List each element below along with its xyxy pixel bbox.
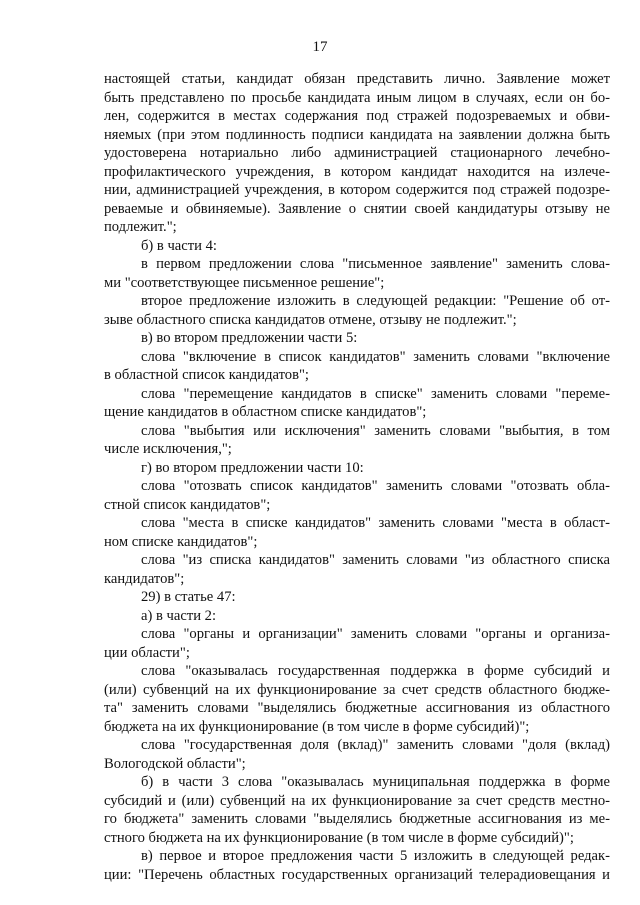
text-line: зыве областного списка кандидатов отмене, отзыву не подлежит.";: [104, 311, 517, 328]
text-line: слова "места в списке кандидатов" заменить словами "места в област-: [141, 515, 610, 531]
text-line: быть представлено по просьбе кандидата иным лицом в случаях, если он бо-: [104, 89, 610, 106]
text-line: ции области";: [104, 644, 190, 661]
text-line: слова "выбытия или исключения" заменить словами "выбытия, в том: [141, 422, 610, 439]
text-line: Вологодской области";: [104, 755, 246, 772]
text-line: г) во втором предложении части 10:: [141, 459, 364, 476]
text-line: подлежит.";: [104, 219, 177, 235]
text-line: в первом предложении слова "письменное заявление" заменить слова-: [141, 256, 610, 272]
text-line: второе предложение изложить в следующей редакции: "Решение об от-: [141, 293, 610, 309]
text-line: ном списке кандидатов";: [104, 533, 258, 550]
text-line: б) в части 3 слова "оказывалась муниципальная поддержка в форме: [141, 774, 610, 790]
text-line: слова "из списка кандидатов" заменить словами "из областного списка: [141, 552, 610, 568]
text-line: профилактического учреждения, в котором кандидат находится на излече-: [104, 163, 610, 180]
text-line: лен, содержится в местах содержания под стражей подозреваемых и обви-: [104, 108, 610, 124]
text-line: в) во втором предложении части 5:: [141, 330, 358, 346]
text-line: реваемые и обвиняемые). Заявление о снятии своей кандидатуры отзыву не: [104, 200, 610, 217]
text-line: стного бюджета на их функционирование (в том числе в форме субсидий)";: [104, 829, 574, 846]
text-line: удостоверена нотариально либо администрацией стационарного лечебно-: [104, 145, 610, 161]
text-line: в) первое и второе предложения части 5 изложить в следующей редак-: [141, 848, 610, 864]
body-text: [104, 70, 610, 884]
text-line: слова "включение в список кандидатов" заменить словами "включение: [141, 348, 610, 365]
text-line: (или) субвенций на их функционирование за счет средств областного бюдже-: [104, 681, 610, 698]
text-line: та" заменить словами "выделялись бюджетные ассигнования из областного: [104, 700, 610, 716]
text-line: нии, администрацией учреждения, в котором содержится под стражей подозре-: [104, 182, 610, 198]
text-line: субсидий и (или) субвенций на их функционирование за счет средств местно-: [104, 792, 610, 809]
text-line: щение кандидатов в областном списке кандидатов";: [104, 404, 427, 420]
text-line: 29) в статье 47:: [141, 589, 236, 605]
text-line: стной список кандидатов";: [104, 496, 271, 513]
page-number: 17: [312, 39, 328, 55]
text-line: го бюджета" заменить словами "выделялись бюджетные ассигнования из ме-: [104, 811, 610, 827]
text-line: а) в части 2:: [141, 607, 217, 624]
text-line: кандидатов";: [104, 570, 185, 587]
text-line: слова "перемещение кандидатов в списке" заменить словами "переме-: [141, 385, 610, 402]
text-line: бюджета на их функционирование (в том числе в форме субсидий)";: [104, 718, 530, 735]
text-line: слова "отозвать список кандидатов" заменить словами "отозвать обла-: [141, 478, 610, 494]
text-line: числе исключения,";: [104, 441, 232, 457]
text-line: настоящей статьи, кандидат обязан представить лично. Заявление может: [104, 71, 610, 87]
text-line: ции: "Перечень областных государственных организаций телерадиовещания и: [104, 866, 610, 883]
text-line: ми "соответствующее письменное решение";: [104, 274, 385, 291]
text-line: в областной список кандидатов";: [104, 367, 309, 383]
text-line: слова "органы и организации" заменить словами "органы и организа-: [141, 626, 610, 642]
text-line: слова "оказывалась государственная поддержка в форме субсидий и: [141, 663, 610, 679]
text-line: няемых (при этом подлинность подписи кандидата на заявлении должна быть: [104, 126, 610, 143]
text-line: слова "государственная доля (вклад)" заменить словами "доля (вклад): [141, 737, 610, 753]
text-line: б) в части 4:: [141, 237, 217, 254]
